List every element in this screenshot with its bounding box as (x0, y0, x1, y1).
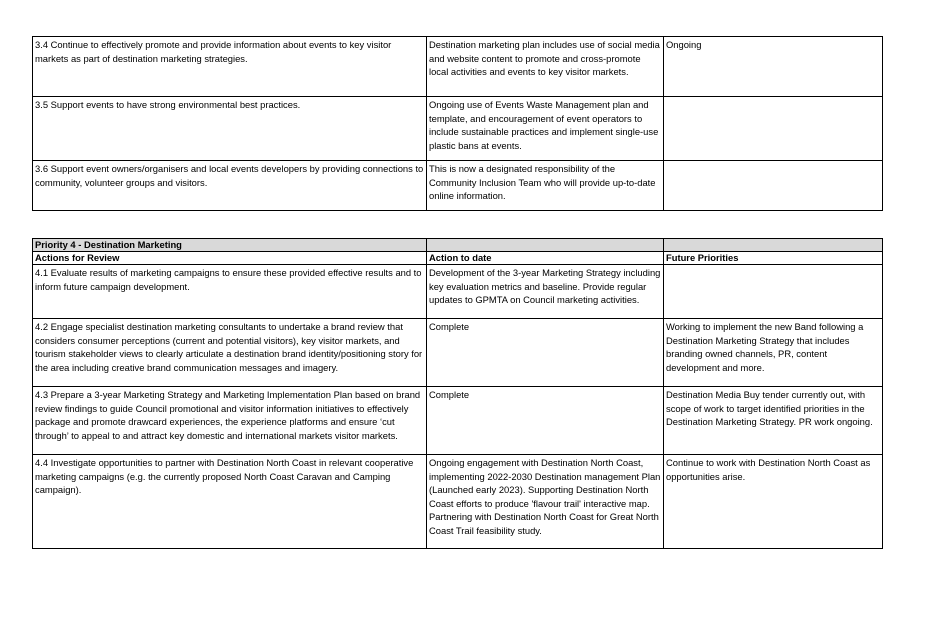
column-header-actions: Actions for Review (33, 252, 427, 265)
priority-4-table (32, 238, 883, 549)
action-to-date-cell: Ongoing use of Events Waste Management plan and template, and encouragement of event operators to include sustainable practices and implement single-use plastic bans at events. (427, 97, 664, 161)
column-header-row (33, 252, 883, 265)
action-to-date-cell: This is now a designated responsibility of the Community Inclusion Team who will provide up-to-date online information. (427, 161, 664, 211)
table-row (33, 265, 883, 319)
column-header-future-priorities: Future Priorities (664, 252, 883, 265)
action-cell: 4.3 Prepare a 3-year Marketing Strategy and Marketing Implementation Plan based on brand review findings to guide Council promotional and visitor information initiatives to effectively package and promote drawcard experiences, the experience platforms and ensure ‘cut through’ to appeal to and attract key domestic and international markets visitor markets. (33, 387, 427, 455)
table-row (33, 97, 883, 161)
action-to-date-cell: Destination marketing plan includes use of social media and website content to promote and cross-promote local activities and events to key visitor markets. (427, 37, 664, 97)
table-row (33, 37, 883, 97)
section-header-row (33, 239, 883, 252)
future-priorities-cell: Destination Media Buy tender currently out, with scope of work to target identified priorities in the Destination Marketing Strategy. PR work ongoing. (664, 387, 883, 455)
future-priorities-cell: Working to implement the new Band following a Destination Marketing Strategy that includes branding owned channels, PR, content development and more. (664, 319, 883, 387)
future-priorities-cell: Ongoing (664, 37, 883, 97)
future-priorities-cell (664, 265, 883, 319)
action-to-date-cell: Complete (427, 387, 664, 455)
column-header-action-to-date: Action to date (427, 252, 664, 265)
events-actions-table (32, 36, 883, 211)
future-priorities-cell (664, 97, 883, 161)
action-to-date-cell: Development of the 3-year Marketing Strategy including key evaluation metrics and baseline. Provide regular updates to GPMTA on Council marketing activities. (427, 265, 664, 319)
action-cell: 4.2 Engage specialist destination marketing consultants to undertake a brand review that considers consumer perceptions (current and potential visitors), key visitor markets, and tourism stakeholder views to clearly articulate a destination brand identity/positioning story for the area including creative brand communication messages and imagery. (33, 319, 427, 387)
action-cell: 4.4 Investigate opportunities to partner with Destination North Coast in relevant cooperative marketing campaigns (e.g. the currently proposed North Coast Caravan and Camping campaign). (33, 455, 427, 549)
action-to-date-cell: Ongoing engagement with Destination North Coast, implementing 2022-2030 Destination management Plan (Launched early 2023). Supporting Destination North Coast efforts to produce 'flavour trail' interactive map. Partnering with Destination North Coast for Great North Coast Trail feasibility study. (427, 455, 664, 549)
action-to-date-cell: Complete (427, 319, 664, 387)
section-title: Priority 4 - Destination Marketing (33, 239, 427, 252)
table-row (33, 455, 883, 549)
section-header-blank (427, 239, 664, 252)
action-cell: 3.5 Support events to have strong environmental best practices. (33, 97, 427, 161)
section-header-blank (664, 239, 883, 252)
table-row (33, 387, 883, 455)
action-cell: 3.6 Support event owners/organisers and local events developers by providing connections to community, volunteer groups and visitors. (33, 161, 427, 211)
table-row (33, 319, 883, 387)
action-cell: 3.4 Continue to effectively promote and provide information about events to key visitor markets as part of destination marketing strategies. (33, 37, 427, 97)
future-priorities-cell (664, 161, 883, 211)
table-row (33, 161, 883, 211)
action-cell: 4.1 Evaluate results of marketing campaigns to ensure these provided effective results and to inform future campaign development. (33, 265, 427, 319)
future-priorities-cell: Continue to work with Destination North Coast as opportunities arise. (664, 455, 883, 549)
